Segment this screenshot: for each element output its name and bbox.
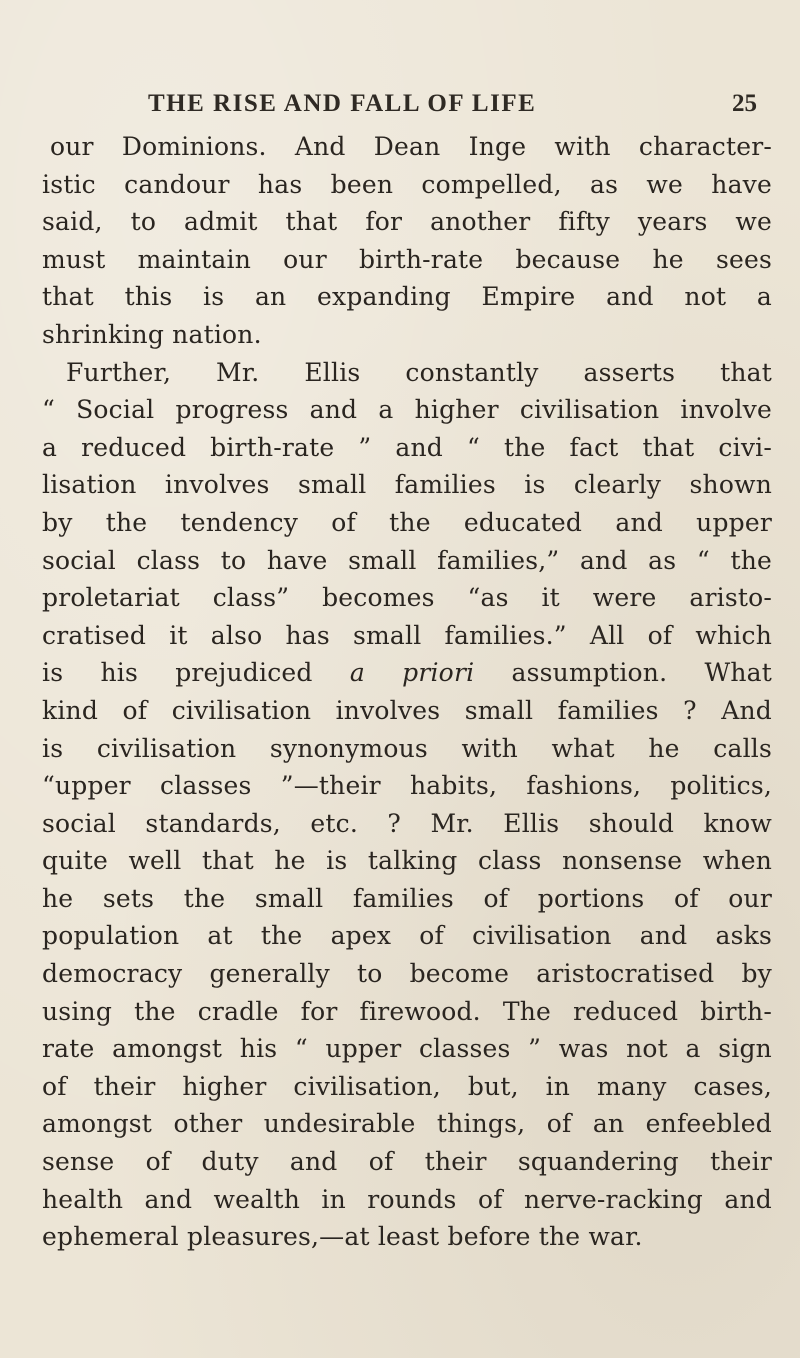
text-segment: is his prejudiced [42, 658, 350, 688]
text-line: kind of civilisation involves small families ? And [42, 695, 772, 725]
text-line: rate amongst his “ upper classes ” was not a sign [42, 1034, 772, 1064]
text-line: that this is an expanding Empire and not a [42, 282, 772, 312]
text-line: our Dominions. And Dean Inge with character- [50, 132, 772, 161]
running-title: THE RISE AND FALL OF LIFE [148, 90, 537, 117]
body-text [42, 128, 772, 1256]
text-line: by the tendency of the educated and upper [42, 507, 772, 537]
text-line: using the cradle for firewood. The reduced birth- [42, 996, 772, 1026]
text-line: amongst other undesirable things, of an enfeebled [42, 1109, 772, 1139]
text-line: he sets the small families of portions of our [42, 883, 772, 913]
text-line: democracy generally to become aristocratised by [42, 959, 772, 989]
text-line: sense of duty and of their squandering their [42, 1147, 772, 1177]
italic-phrase: a priori [349, 658, 475, 688]
text-line: cratised it also has small families.” All of which [42, 620, 772, 650]
text-line: “upper classes ”—their habits, fashions, politics, [42, 771, 772, 801]
running-head [0, 90, 800, 130]
text-segment: assumption. What [474, 658, 772, 688]
text-line: proletariat class” becomes “as it were aristo- [42, 583, 772, 613]
text-line: shrinking nation. [42, 319, 262, 349]
text-line: “ Social progress and a higher civilisation involve [42, 395, 772, 425]
text-line: istic candour has been compelled, as we have [42, 169, 772, 199]
text-line: must maintain our birth-rate because he sees [42, 244, 772, 274]
text-line [42, 654, 772, 692]
text-line: lisation involves small families is clearly shown [42, 470, 772, 500]
text-line: social class to have small families,” and as “ the [42, 545, 772, 575]
text-line: ephemeral pleasures,—at least before the war. [42, 1222, 643, 1252]
text-line: a reduced birth-rate ” and “ the fact that civi- [42, 432, 772, 462]
text-line: population at the apex of civilisation and asks [42, 921, 772, 951]
text-line: health and wealth in rounds of nerve-racking and [42, 1184, 772, 1214]
text-line: social standards, etc. ? Mr. Ellis should know [42, 808, 772, 838]
page-number: 25 [732, 90, 757, 117]
text-line: said, to admit that for another fifty years we [42, 207, 772, 237]
paragraph-start-line: Further, Mr. Ellis constantly asserts that [66, 357, 772, 387]
text-line: quite well that he is talking class nonsense when [42, 846, 772, 876]
text-line: of their higher civilisation, but, in many cases, [42, 1071, 772, 1101]
text-line: is civilisation synonymous with what he calls [42, 733, 772, 763]
